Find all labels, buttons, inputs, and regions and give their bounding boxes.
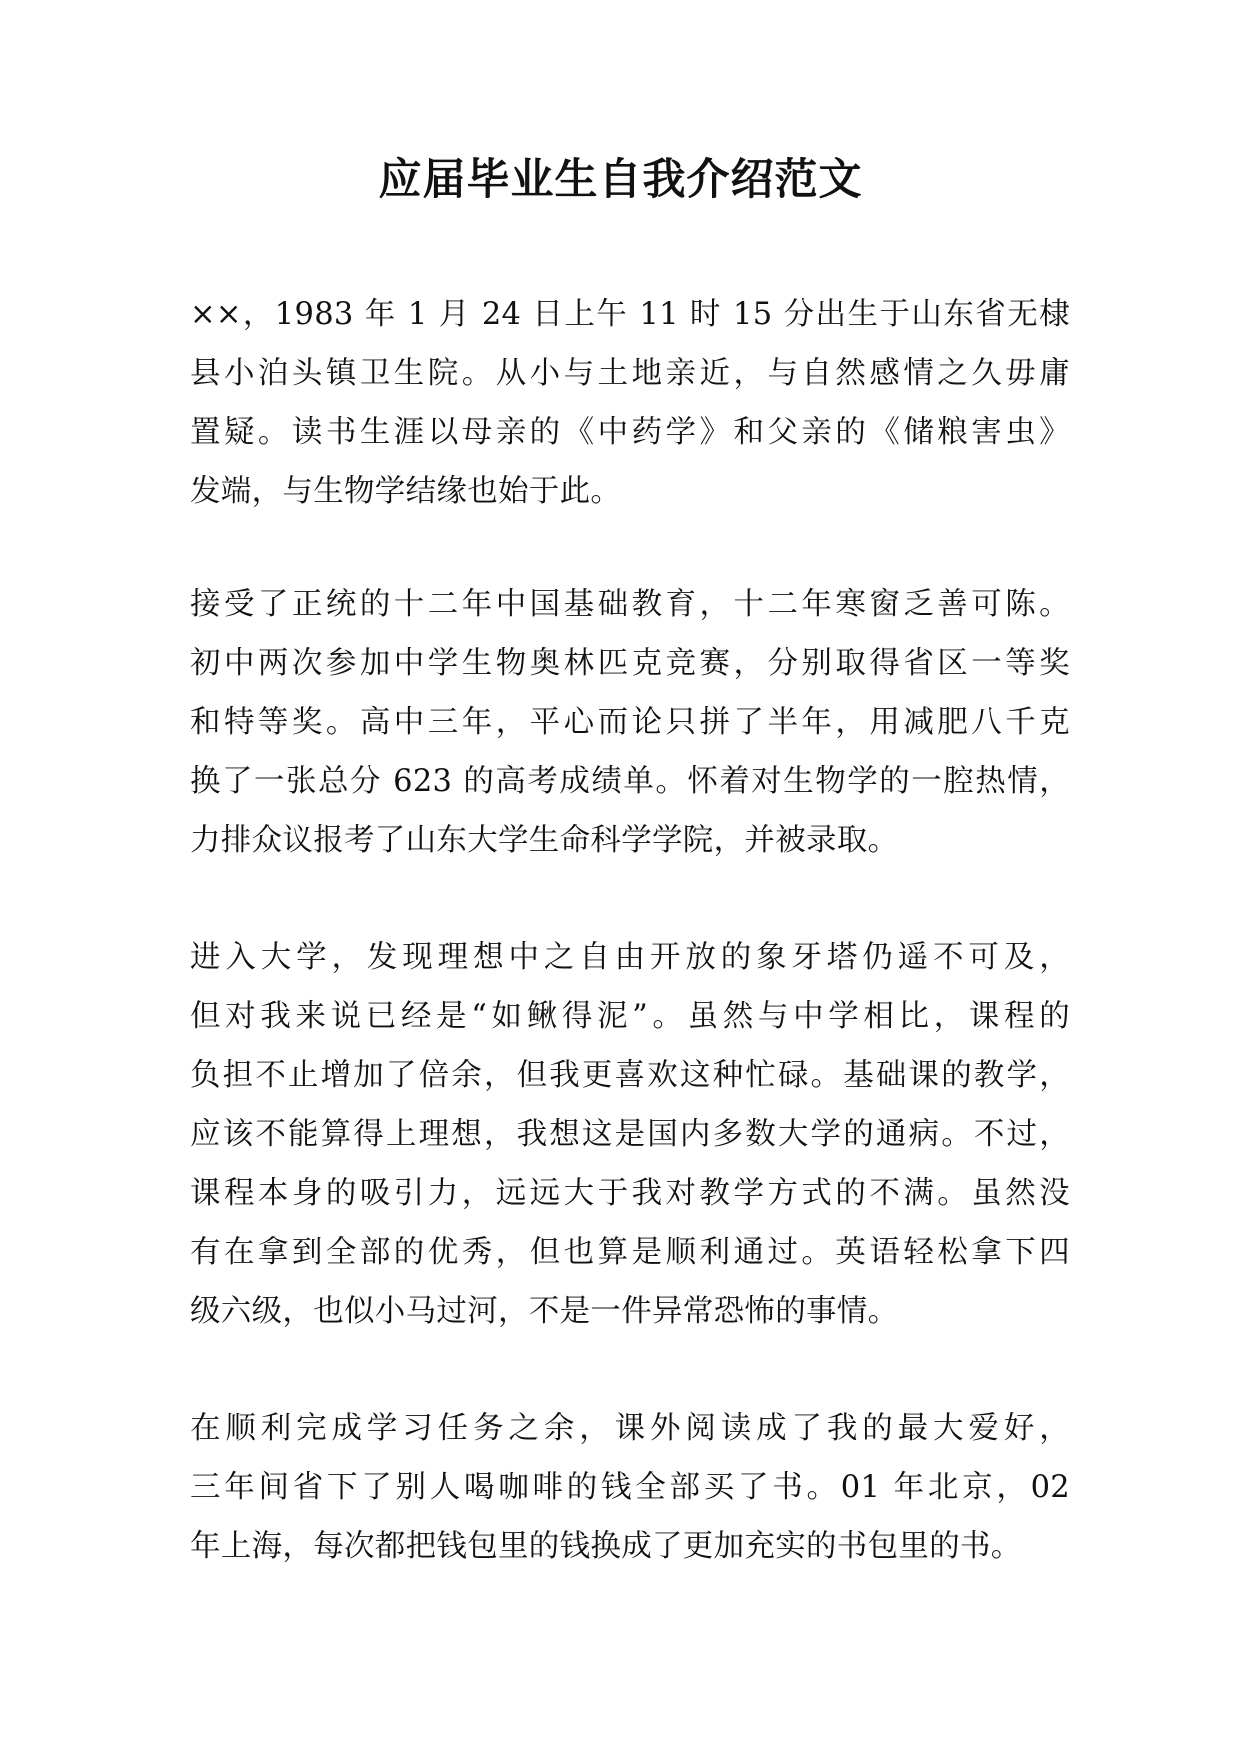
paragraph-line: 置疑。读书生涯以母亲的《中药学》和父亲的《储粮害虫》 bbox=[190, 415, 1070, 450]
paragraph-line: 级六级，也似小马过河，不是一件异常恐怖的事情。 bbox=[190, 1294, 899, 1329]
paragraph-line: 发端，与生物学结缘也始于此。 bbox=[190, 474, 622, 509]
paragraph-line: 负担不止增加了倍余，但我更喜欢这种忙碌。基础课的教学， bbox=[190, 1058, 1070, 1093]
paragraph-line: 力排众议报考了山东大学生命科学学院，并被录取。 bbox=[190, 823, 899, 858]
paragraph-line: 和特等奖。高中三年，平心而论只拼了半年，用减肥八千克 bbox=[190, 705, 1070, 740]
paragraph-line: 课程本身的吸引力，远远大于我对教学方式的不满。虽然没 bbox=[190, 1176, 1070, 1211]
paragraph-line: 换了一张总分 623 的高考成绩单。怀着对生物学的一腔热情， bbox=[190, 764, 1070, 799]
paragraph-line: 有在拿到全部的优秀，但也算是顺利通过。英语轻松拿下四 bbox=[190, 1235, 1070, 1270]
paragraph-line: 在顺利完成学习任务之余，课外阅读成了我的最大爱好， bbox=[190, 1411, 1070, 1446]
paragraph-university bbox=[190, 928, 1070, 1341]
paragraph-line: 年上海，每次都把钱包里的钱换成了更加充实的书包里的书。 bbox=[190, 1529, 1022, 1564]
paragraph-line: ××，1983 年 1 月 24 日上午 11 时 15 分出生于山东省无棣 bbox=[190, 297, 1070, 332]
paragraph-line: 进入大学，发现理想中之自由开放的象牙塔仍遥不可及， bbox=[190, 940, 1070, 975]
paragraph-reading bbox=[190, 1399, 1070, 1576]
paragraph-line: 应该不能算得上理想，我想这是国内多数大学的通病。不过， bbox=[190, 1117, 1070, 1152]
paragraph-line: 接受了正统的十二年中国基础教育，十二年寒窗乏善可陈。 bbox=[190, 587, 1070, 622]
document-title: 应届毕业生自我介绍范文 bbox=[378, 155, 863, 205]
paragraph-line: 初中两次参加中学生物奥林匹克竞赛，分别取得省区一等奖 bbox=[190, 646, 1070, 681]
paragraph-line: 县小泊头镇卫生院。从小与土地亲近，与自然感情之久毋庸 bbox=[190, 356, 1070, 391]
paragraph-line: 但对我来说已经是“如鳅得泥”。虽然与中学相比，课程的 bbox=[190, 999, 1070, 1034]
paragraph-birth bbox=[190, 285, 1070, 521]
paragraph-education bbox=[190, 575, 1070, 870]
paragraph-line: 三年间省下了别人喝咖啡的钱全部买了书。01 年北京，02 bbox=[190, 1470, 1070, 1505]
